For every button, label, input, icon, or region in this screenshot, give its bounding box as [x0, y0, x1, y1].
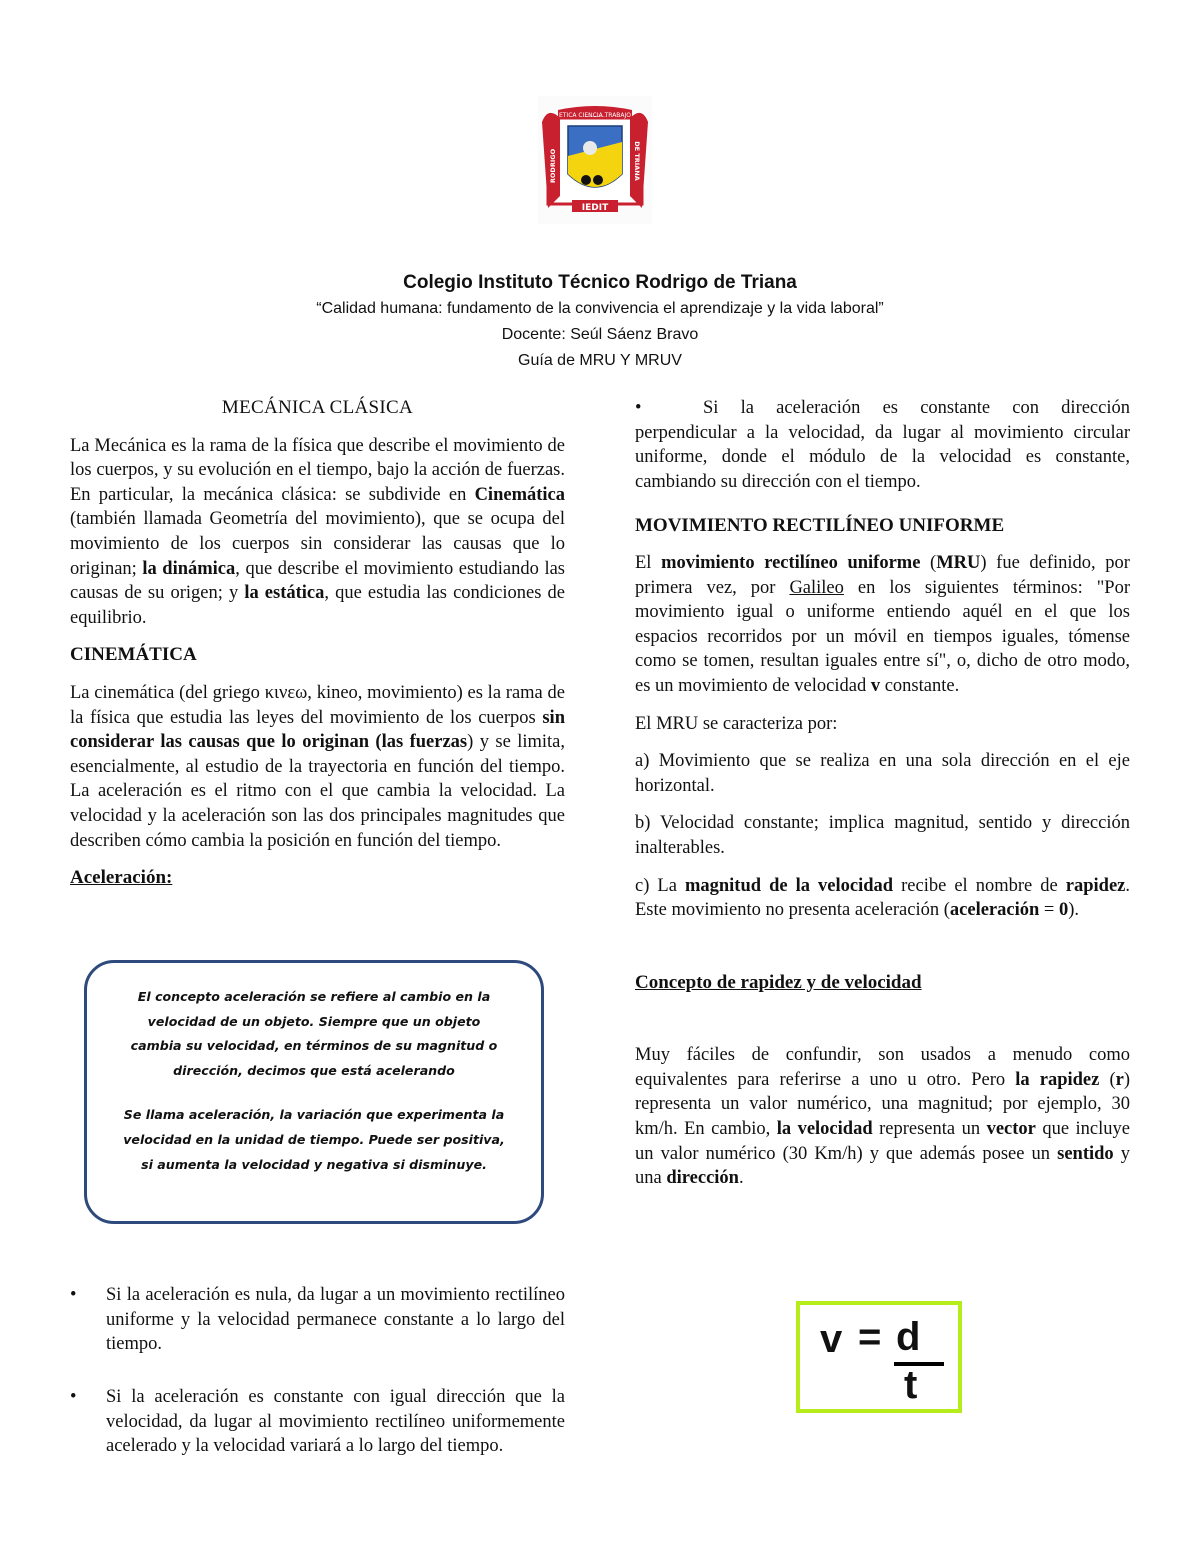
velocity-formula — [796, 1301, 962, 1413]
mru-paragraph: El movimiento rectilíneo uniforme (MRU) fue definido, por primera vez, por Galileo en los siguientes términos: "Por movimiento igual o uniforme entiendo aquél en el que los espacios recorridos por un móvil en tiempos iguales, tómense como se tomen, resultan iguales entre sí", o, dicho de otro modo, es un movimiento de velocidad v constante. — [635, 552, 1130, 696]
callout-paragraph-2: Se llama aceleración, la variación que experimenta la velocidad en la unidad de tiempo. Puede ser positiva, si aumenta la velocidad y negativa si disminuye. — [123, 1107, 505, 1172]
mru-caracteriza: El MRU se caracteriza por: — [635, 713, 838, 734]
formula-v: v — [820, 1317, 843, 1361]
mecanica-title: MECÁNICA CLÁSICA — [221, 397, 414, 418]
guide-title: Guía de MRU Y MRUV — [518, 352, 682, 369]
bullet-item: • Si la aceleración es constante con igual dirección que la velocidad, da lugar al movimiento rectilíneo uniformemente acelerado y la velocidad variará a lo largo del tiempo. — [70, 1387, 565, 1457]
formula-equals: = — [858, 1315, 882, 1359]
school-logo — [538, 96, 652, 224]
logo-left-text: RODRIGO — [549, 148, 557, 184]
mecanica-paragraph: La Mecánica es la rama de la física que describe el movimiento de los cuerpos, y su evolución en el tiempo, bajo la acción de fuerzas. En particular, la mecánica clásica: se subdivide en Cinemática (también llamada Geometría del movimiento), que se ocupa del movimiento de los cuerpos sin considerar las causas que lo originan; la dinámica, que describe el movimiento estudiando las causas de su origen; y la estática, que estudia las condiciones de equilibrio. — [70, 435, 565, 628]
aceleracion-title: Aceleración: — [70, 867, 173, 889]
mru-item-b: b) Velocidad constante; implica magnitud, sentido y dirección inalterables. — [635, 813, 1130, 858]
left-bullet-list-2 — [70, 1385, 565, 1459]
bullet-icon: • — [70, 1285, 77, 1305]
concepto-title: Concepto de rapidez y de velocidad — [635, 971, 922, 993]
mru-item-c: c) La magnitud de la velocidad recibe el nombre de rapidez. Este movimiento no presenta aceleración (aceleración = 0). — [635, 875, 1131, 921]
bullet-item: • Si la aceleración es nula, da lugar a un movimiento rectilíneo uniforme y la velocidad permanece constante a lo largo del tiempo. — [70, 1285, 565, 1355]
galileo-link: Galileo — [789, 577, 844, 598]
logo-bottom-text: IEDIT — [581, 203, 609, 213]
aceleracion-callout — [84, 960, 544, 1224]
left-column — [70, 396, 565, 891]
cinematica-paragraph: La cinemática (del griego κινεω, kineo, movimiento) es la rama de la física que estudia las leyes del movimiento de los cuerpos sin considerar las causas que lo originan (las fuerzas) y se limita, esencialmente, al estudio de la trayectoria en función del tiempo. La aceleración es el ritmo con el que cambia la velocidad. La velocidad y la aceleración son las dos principales magnitudes que describen cómo cambia la posición en función del tiempo. — [70, 682, 566, 851]
teacher-name: Docente: Seúl Sáenz Bravo — [501, 326, 699, 343]
bullet-icon: • — [635, 398, 642, 418]
logo-right-text: DE TRIANA — [633, 141, 641, 181]
concepto-paragraph: Muy fáciles de confundir, son usados a menudo como equivalentes para referirse a uno u otro. Pero la rapidez (r) representa un valor numérico, una magnitud; por ejemplo, 30 km/h. En cambio, la velocidad representa un vector que incluye un valor numérico (30 Km/h) y que además posee un sentido y una dirección. — [635, 1045, 1130, 1189]
mru-item-a: a) Movimiento que se realiza en una sola dirección en el eje horizontal. — [635, 751, 1130, 796]
formula-d: d — [896, 1315, 921, 1359]
right-bullet-item: • Si la aceleración es constante con dirección perpendicular a la velocidad, da lugar al movimiento circular uniforme, donde el módulo de la velocidad es constante, cambiando su dirección con el tiempo. — [635, 398, 1130, 492]
logo-motto-text: ETICA CIENCIA TRABAJO — [558, 112, 632, 119]
callout-paragraph-1: El concepto aceleración se refiere al cambio en la velocidad de un objeto. Siempre que un objeto cambia su velocidad, en términos de su magnitud o dirección, decimos que está acelerando — [130, 989, 498, 1078]
bullet-icon: • — [70, 1387, 77, 1407]
formula-t: t — [904, 1363, 918, 1407]
document-header — [0, 270, 1200, 374]
fraction-bar — [894, 1362, 944, 1366]
school-motto: “Calidad humana: fundamento de la convivencia el aprendizaje y la vida laboral” — [316, 300, 884, 317]
cinematica-title: CINEMÁTICA — [70, 644, 197, 666]
mru-title: MOVIMIENTO RECTILÍNEO UNIFORME — [635, 515, 1005, 537]
school-name: Colegio Instituto Técnico Rodrigo de Triana — [403, 272, 797, 293]
right-column — [635, 396, 1130, 1191]
left-bullet-list — [70, 1283, 565, 1357]
